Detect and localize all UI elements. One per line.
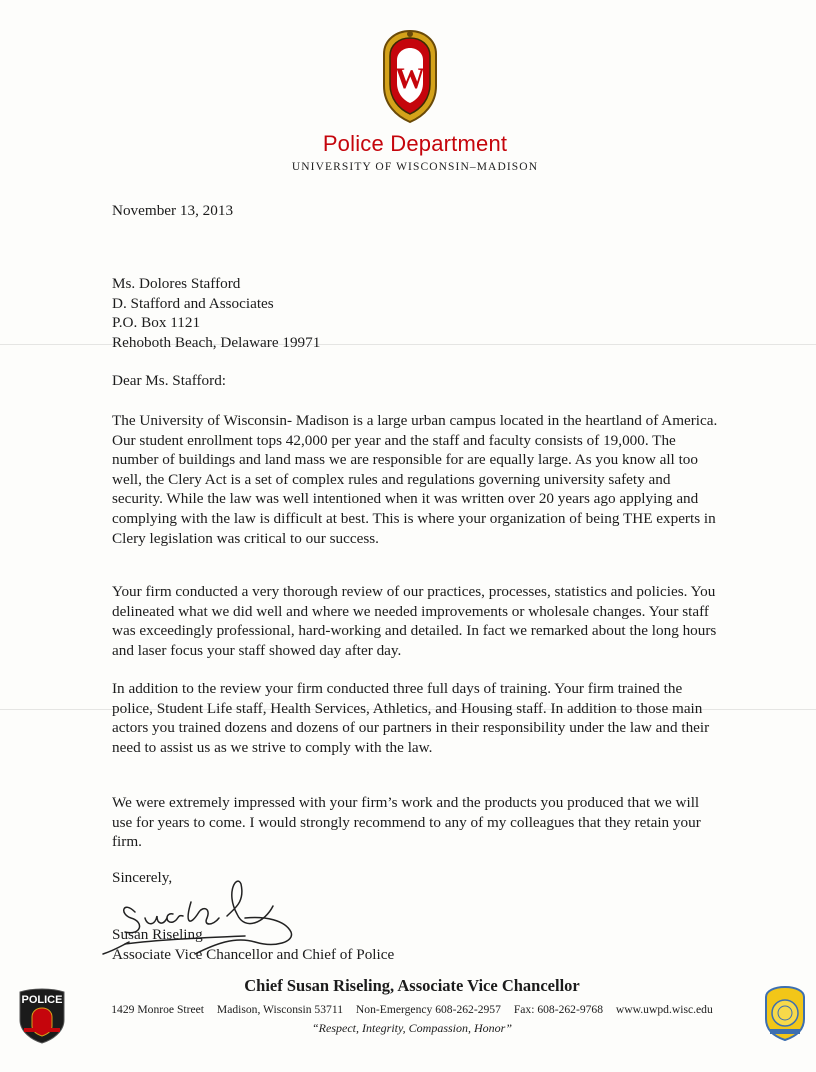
body-paragraph: We were extremely impressed with your firm’s work and the products you produced that we will use for years to come. I would strongly recommend to any of my colleagues that they retain your firm.	[112, 794, 701, 851]
recipient-address	[112, 274, 722, 352]
address-line: Ms. Dolores Stafford	[112, 275, 241, 292]
footer-website[interactable]: www.uwpd.wisc.edu	[615, 1003, 713, 1016]
body-paragraph: In addition to the review your firm conducted three full days of training. Your firm trained the police, Student Life staff, Health Services, Athletics, and Housing staff. In addition to those main actors you trained dozens and dozens of our partners in their responsibility under the law and their need to assist us as we strive to comply with the law.	[112, 680, 710, 756]
address-line: Rehoboth Beach, Delaware 19971	[112, 333, 321, 351]
footer-contact-info	[72, 1003, 752, 1016]
department-title: Police Department	[322, 131, 508, 156]
uw-crest-icon	[380, 28, 440, 124]
crest-letter: W	[395, 62, 425, 95]
footer-street: 1429 Monroe Street	[111, 1003, 204, 1016]
footer-title: Chief Susan Riseling, Associate Vice Chancellor	[244, 976, 580, 995]
body-paragraph: Your firm conducted a very thorough review of our practices, processes, statistics and policies. You delineated what we did well and where we needed improvements or wholesale changes. Your staff was exceedingly professional, hard-working and detailed. In fact we remarked about the long hours and laser focus your staff showed day after day.	[112, 583, 717, 659]
letter-date: November 13, 2013	[112, 202, 234, 219]
address-line: D. Stafford and Associates	[112, 294, 274, 312]
footer-phone: Non-Emergency 608-262-2957	[355, 1003, 501, 1016]
footer-city: Madison, Wisconsin 53711	[216, 1003, 343, 1016]
closing: Sincerely,	[112, 869, 173, 886]
accreditation-seal-icon	[762, 985, 808, 1041]
signature-block	[112, 925, 394, 964]
badge-text: POLICE	[21, 994, 63, 1006]
signer-title: Associate Vice Chancellor and Chief of Police	[112, 945, 395, 963]
footer-fax: Fax: 608-262-9768	[513, 1003, 604, 1016]
salutation: Dear Ms. Stafford:	[112, 372, 227, 389]
body-paragraph: The University of Wisconsin- Madison is a large urban campus located in the heartland of America. Our student enrollment tops 42,000 per year and the staff and faculty consists of 19,000. The number of buildings and land mass we are responsible for are equally large. As you know all too well, the Clery Act is a set of complex rules and regulations governing university safety and security. While the law was well intentioned when it was written over 20 years ago applying and complying with the law is difficult at best. This is where your organization of being THE experts in Clery legislation was critical to our success.	[112, 412, 718, 547]
address-line: P.O. Box 1121	[112, 314, 201, 332]
footer-motto: “Respect, Integrity, Compassion, Honor”	[312, 1021, 512, 1035]
signer-name: Susan Riseling	[112, 926, 203, 943]
university-name: UNIVERSITY OF WISCONSIN–MADISON	[291, 161, 539, 173]
